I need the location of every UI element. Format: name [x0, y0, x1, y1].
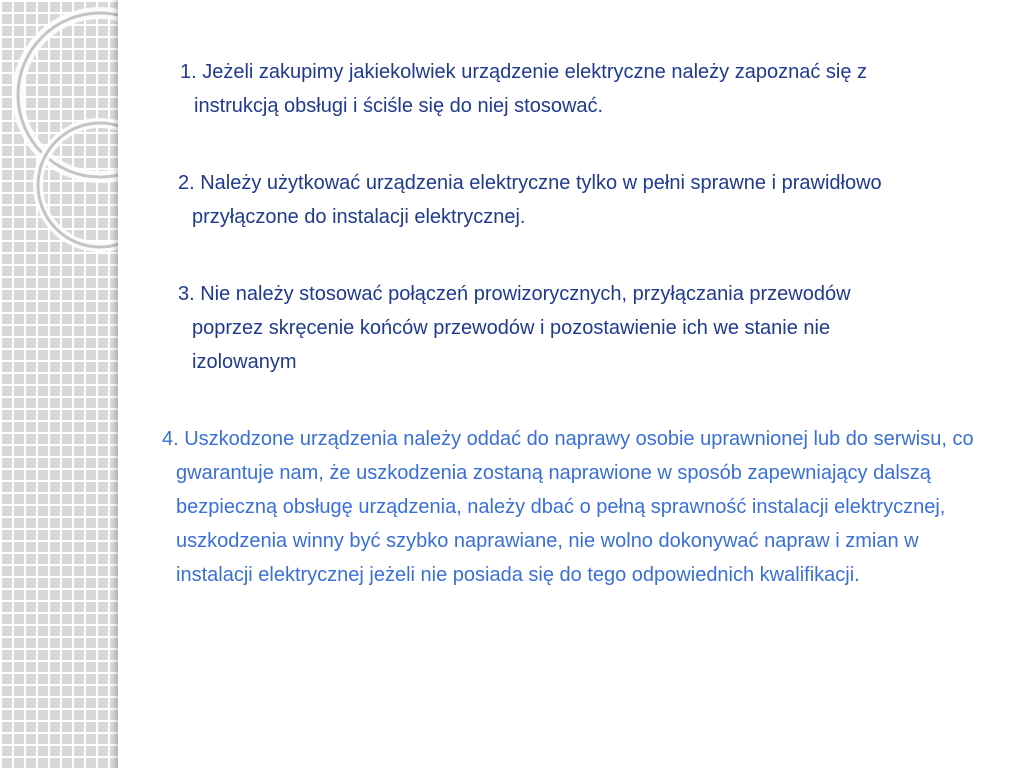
list-item: 3. Nie należy stosować połączeń prowizorycznych, przyłączania przewodów poprzez skręcenie końców przewodów i pozostawienie ich we stanie nie izolowanym [178, 283, 851, 373]
decorative-rings-graphic [0, 0, 118, 768]
decorative-side-panel [0, 0, 118, 768]
list-item: 1. Jeżeli zakupimy jakiekolwiek urządzenie elektryczne należy zapoznać się z instrukcją obsługi i ściśle się do niej stosować. [180, 61, 867, 117]
list-item: 4. Uszkodzone urządzenia należy oddać do naprawy osobie uprawnionej lub do serwisu, co gwarantuje nam, że uszkodzenia zostaną naprawione w sposób zapewniający dalszą bezpieczną obsługę urządzenia, należy dbać o pełną sprawność instalacji elektrycznej, uszkodzenia winny być szybko naprawiane, nie wolno dokonywać napraw i zmian w instalacji elektrycznej jeżeli nie posiada się do tego odpowiednich kwalifikacji. [162, 428, 974, 586]
list-item: 2. Należy użytkować urządzenia elektryczne tylko w pełni sprawne i prawidłowo przyłączone do instalacji elektrycznej. [178, 172, 882, 228]
slide-content [140, 55, 974, 592]
